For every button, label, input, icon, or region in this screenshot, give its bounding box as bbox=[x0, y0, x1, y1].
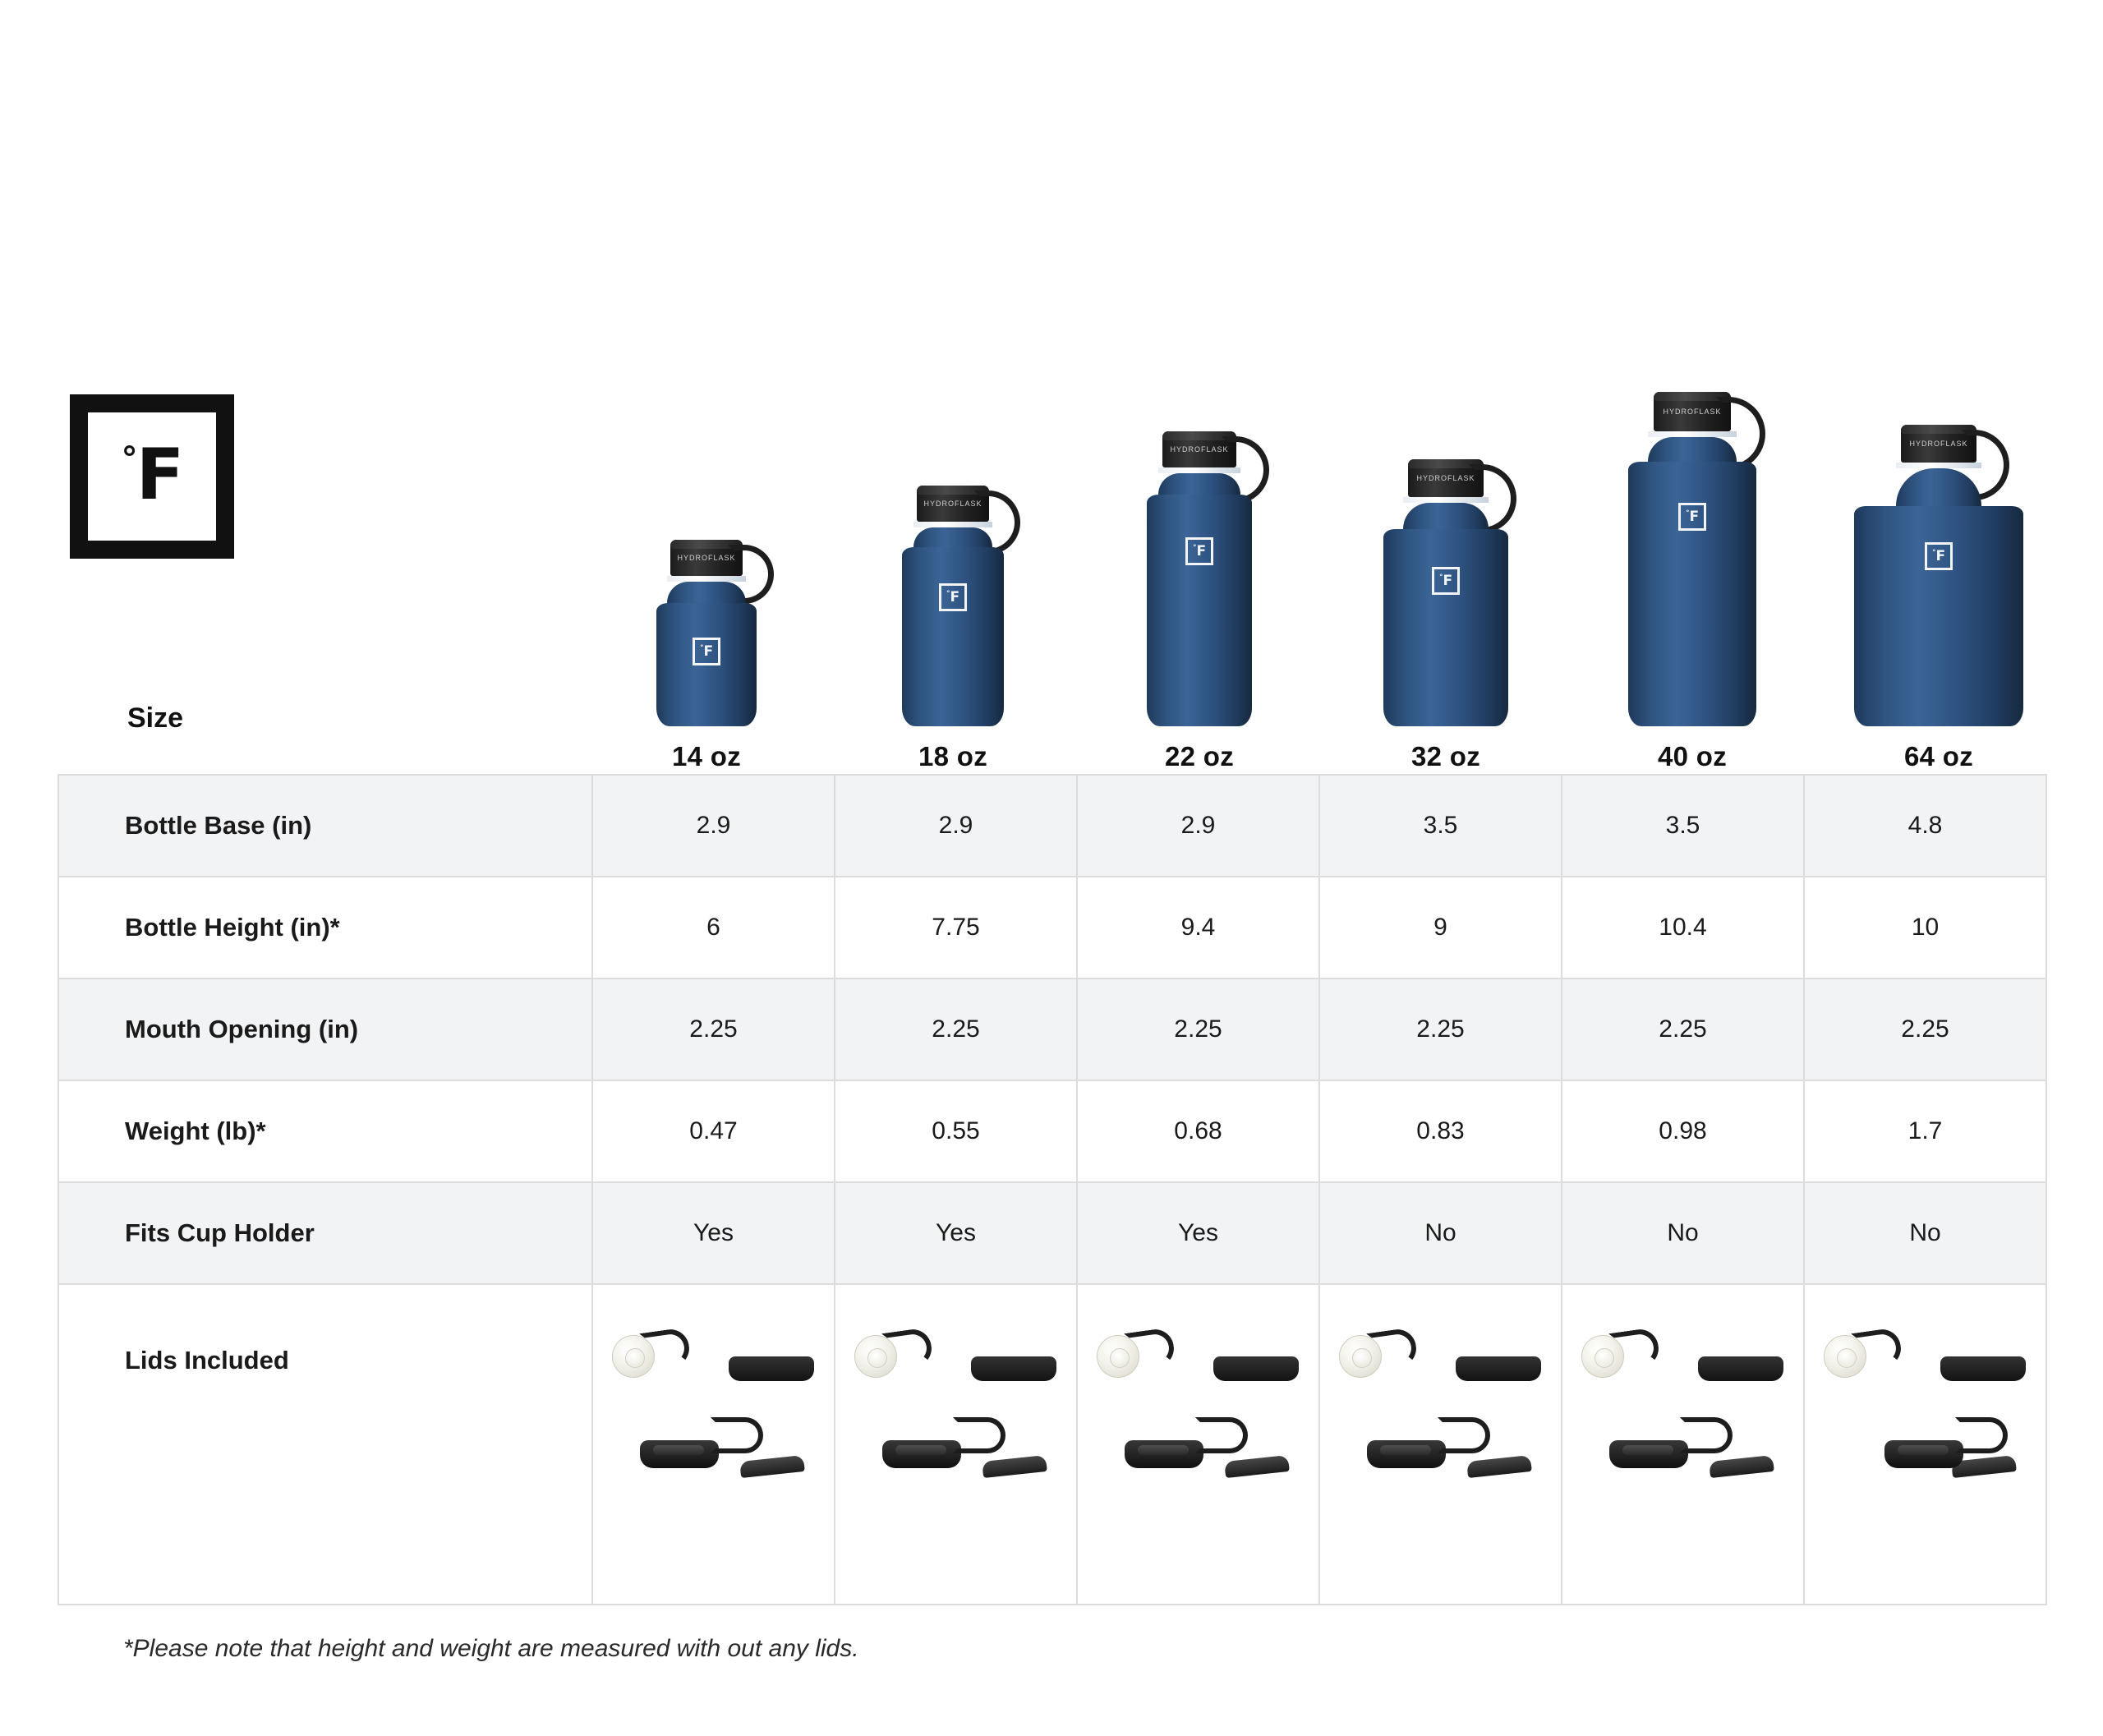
cap-brand-text: HYDROFLASK bbox=[1663, 408, 1722, 416]
loop-lid-icon bbox=[1609, 1414, 1733, 1468]
cap-22oz bbox=[1162, 431, 1236, 467]
straw-lid-icon bbox=[1339, 1330, 1418, 1381]
cell-bottle-height-18oz: 7.75 bbox=[835, 877, 1077, 979]
cap-brand-text: HYDROFLASK bbox=[923, 500, 982, 508]
cap-14oz bbox=[670, 540, 743, 576]
loop-lid-icon bbox=[1367, 1414, 1490, 1468]
cap-brand-text: HYDROFLASK bbox=[1416, 474, 1475, 482]
table-row bbox=[58, 1182, 2046, 1284]
cell-fits-cup-holder-22oz: Yes bbox=[1077, 1182, 1319, 1284]
cell-mouth-opening-32oz: 2.25 bbox=[1319, 979, 1562, 1080]
cell-weight-22oz: 0.68 bbox=[1077, 1080, 1319, 1182]
bottle-graphic bbox=[656, 540, 757, 726]
row-label-lids-included: Lids Included bbox=[58, 1284, 592, 1605]
straw-lid-icon bbox=[1097, 1330, 1176, 1381]
cap-40oz bbox=[1654, 392, 1731, 431]
cell-weight-14oz: 0.47 bbox=[592, 1080, 835, 1182]
flip-lid-icon bbox=[1940, 1335, 2031, 1381]
bottle-64oz bbox=[1815, 123, 2062, 772]
size-label-18oz: 18 oz bbox=[918, 741, 988, 771]
row-label-fits-cup-holder: Fits Cup Holder bbox=[58, 1182, 592, 1284]
cell-lids-64oz bbox=[1804, 1284, 2046, 1605]
bottle-shoulder bbox=[667, 582, 746, 603]
cap-18oz bbox=[917, 486, 989, 522]
bottle-graphic bbox=[1628, 392, 1756, 726]
bottle-graphic bbox=[902, 486, 1004, 726]
flip-lid-icon bbox=[1213, 1335, 1304, 1381]
bottle-22oz bbox=[1076, 123, 1323, 772]
cell-lids-14oz bbox=[592, 1284, 835, 1605]
cell-bottle-base-18oz: 2.9 bbox=[835, 775, 1077, 877]
cell-bottle-height-22oz: 9.4 bbox=[1077, 877, 1319, 979]
loop-lid-icon bbox=[1125, 1414, 1248, 1468]
cell-fits-cup-holder-40oz: No bbox=[1562, 1182, 1804, 1284]
brand-letter: F bbox=[136, 434, 183, 516]
bottle-18oz bbox=[830, 123, 1076, 772]
bottle-14oz bbox=[583, 123, 830, 772]
cell-bottle-base-32oz: 3.5 bbox=[1319, 775, 1562, 877]
cell-lids-40oz bbox=[1562, 1284, 1804, 1605]
cell-bottle-base-64oz: 4.8 bbox=[1804, 775, 2046, 877]
lids-cluster bbox=[849, 1324, 1063, 1595]
size-label-22oz: 22 oz bbox=[1164, 741, 1235, 771]
bottle-badge-icon: °F bbox=[1185, 537, 1213, 565]
bottle-body bbox=[902, 547, 1004, 726]
cell-bottle-base-14oz: 2.9 bbox=[592, 775, 835, 877]
lids-cluster bbox=[607, 1324, 821, 1595]
bottle-badge-icon: °F bbox=[1678, 503, 1706, 531]
cell-bottle-height-64oz: 10 bbox=[1804, 877, 2046, 979]
spec-table bbox=[58, 774, 2047, 1605]
table-row bbox=[58, 877, 2046, 979]
size-label-14oz: 14 oz bbox=[671, 741, 742, 771]
cell-bottle-base-40oz: 3.5 bbox=[1562, 775, 1804, 877]
cell-lids-22oz bbox=[1077, 1284, 1319, 1605]
bottle-shoulder bbox=[1403, 503, 1489, 529]
bottle-shoulder bbox=[1648, 437, 1737, 462]
row-label-bottle-base: Bottle Base (in) bbox=[58, 775, 592, 877]
table-row bbox=[58, 979, 2046, 1080]
straw-lid-icon bbox=[1824, 1330, 1903, 1381]
bottle-graphic bbox=[1147, 431, 1252, 726]
bottle-40oz bbox=[1569, 123, 1815, 772]
row-label-mouth-opening: Mouth Opening (in) bbox=[58, 979, 592, 1080]
bottle-32oz bbox=[1323, 123, 1569, 772]
cell-bottle-base-22oz: 2.9 bbox=[1077, 775, 1319, 877]
cell-fits-cup-holder-64oz: No bbox=[1804, 1182, 2046, 1284]
loop-lid-icon bbox=[640, 1414, 763, 1468]
cell-weight-64oz: 1.7 bbox=[1804, 1080, 2046, 1182]
lids-cluster bbox=[1819, 1324, 2032, 1595]
lids-cluster bbox=[1092, 1324, 1305, 1595]
cell-fits-cup-holder-32oz: No bbox=[1319, 1182, 1562, 1284]
cap-32oz bbox=[1408, 459, 1484, 497]
bottle-shoulder bbox=[913, 527, 992, 547]
bottle-shoulder bbox=[1158, 473, 1240, 495]
table-row bbox=[58, 1080, 2046, 1182]
lids-cluster bbox=[1576, 1324, 1790, 1595]
size-label-32oz: 32 oz bbox=[1410, 741, 1481, 771]
bottle-body bbox=[1383, 529, 1508, 726]
cap-brand-text: HYDROFLASK bbox=[1909, 440, 1968, 448]
cell-weight-32oz: 0.83 bbox=[1319, 1080, 1562, 1182]
bottle-graphic bbox=[1854, 425, 2023, 726]
cap-brand-text: HYDROFLASK bbox=[1170, 445, 1229, 454]
flip-lid-icon bbox=[1456, 1335, 1546, 1381]
bottle-badge-icon: °F bbox=[1432, 567, 1460, 595]
size-row-label: Size bbox=[127, 702, 184, 734]
straw-lid-icon bbox=[854, 1330, 933, 1381]
cell-mouth-opening-22oz: 2.25 bbox=[1077, 979, 1319, 1080]
cell-lids-18oz bbox=[835, 1284, 1077, 1605]
degree-symbol: ° bbox=[121, 440, 136, 478]
row-label-weight: Weight (lb)* bbox=[58, 1080, 592, 1182]
cell-mouth-opening-64oz: 2.25 bbox=[1804, 979, 2046, 1080]
table-row bbox=[58, 1284, 2046, 1605]
bottle-body bbox=[1628, 462, 1756, 726]
flip-lid-icon bbox=[729, 1335, 819, 1381]
cap-brand-text: HYDROFLASK bbox=[677, 554, 736, 562]
bottle-badge-icon: °F bbox=[1925, 542, 1953, 570]
straw-lid-icon bbox=[612, 1330, 691, 1381]
bottle-illustration-row bbox=[58, 123, 2045, 771]
bottle-body bbox=[1854, 506, 2023, 726]
cell-fits-cup-holder-14oz: Yes bbox=[592, 1182, 835, 1284]
bottle-graphic bbox=[1383, 459, 1508, 726]
cell-fits-cup-holder-18oz: Yes bbox=[835, 1182, 1077, 1284]
loop-lid-icon bbox=[882, 1414, 1005, 1468]
cell-bottle-height-40oz: 10.4 bbox=[1562, 877, 1804, 979]
loop-lid-icon bbox=[1884, 1414, 2008, 1468]
size-label-64oz: 64 oz bbox=[1903, 741, 1974, 771]
flip-lid-icon bbox=[971, 1335, 1061, 1381]
cell-weight-18oz: 0.55 bbox=[835, 1080, 1077, 1182]
footnote: *Please note that height and weight are measured with out any lids. bbox=[123, 1635, 859, 1662]
table-row bbox=[58, 775, 2046, 877]
cap-64oz bbox=[1901, 425, 1976, 463]
bottle-badge-icon: °F bbox=[693, 638, 720, 665]
cell-bottle-height-32oz: 9 bbox=[1319, 877, 1562, 979]
bottle-body bbox=[1147, 495, 1252, 726]
bottles bbox=[583, 123, 2103, 772]
cell-lids-32oz bbox=[1319, 1284, 1562, 1605]
bottle-body bbox=[656, 603, 757, 726]
straw-lid-icon bbox=[1581, 1330, 1660, 1381]
row-label-bottle-height: Bottle Height (in)* bbox=[58, 877, 592, 979]
cell-mouth-opening-14oz: 2.25 bbox=[592, 979, 835, 1080]
lids-cluster bbox=[1334, 1324, 1548, 1595]
flip-lid-icon bbox=[1698, 1335, 1788, 1381]
cell-mouth-opening-40oz: 2.25 bbox=[1562, 979, 1804, 1080]
size-label-40oz: 40 oz bbox=[1657, 741, 1728, 771]
cell-bottle-height-14oz: 6 bbox=[592, 877, 835, 979]
cell-weight-40oz: 0.98 bbox=[1562, 1080, 1804, 1182]
bottle-badge-icon: °F bbox=[939, 583, 967, 611]
cell-mouth-opening-18oz: 2.25 bbox=[835, 979, 1077, 1080]
